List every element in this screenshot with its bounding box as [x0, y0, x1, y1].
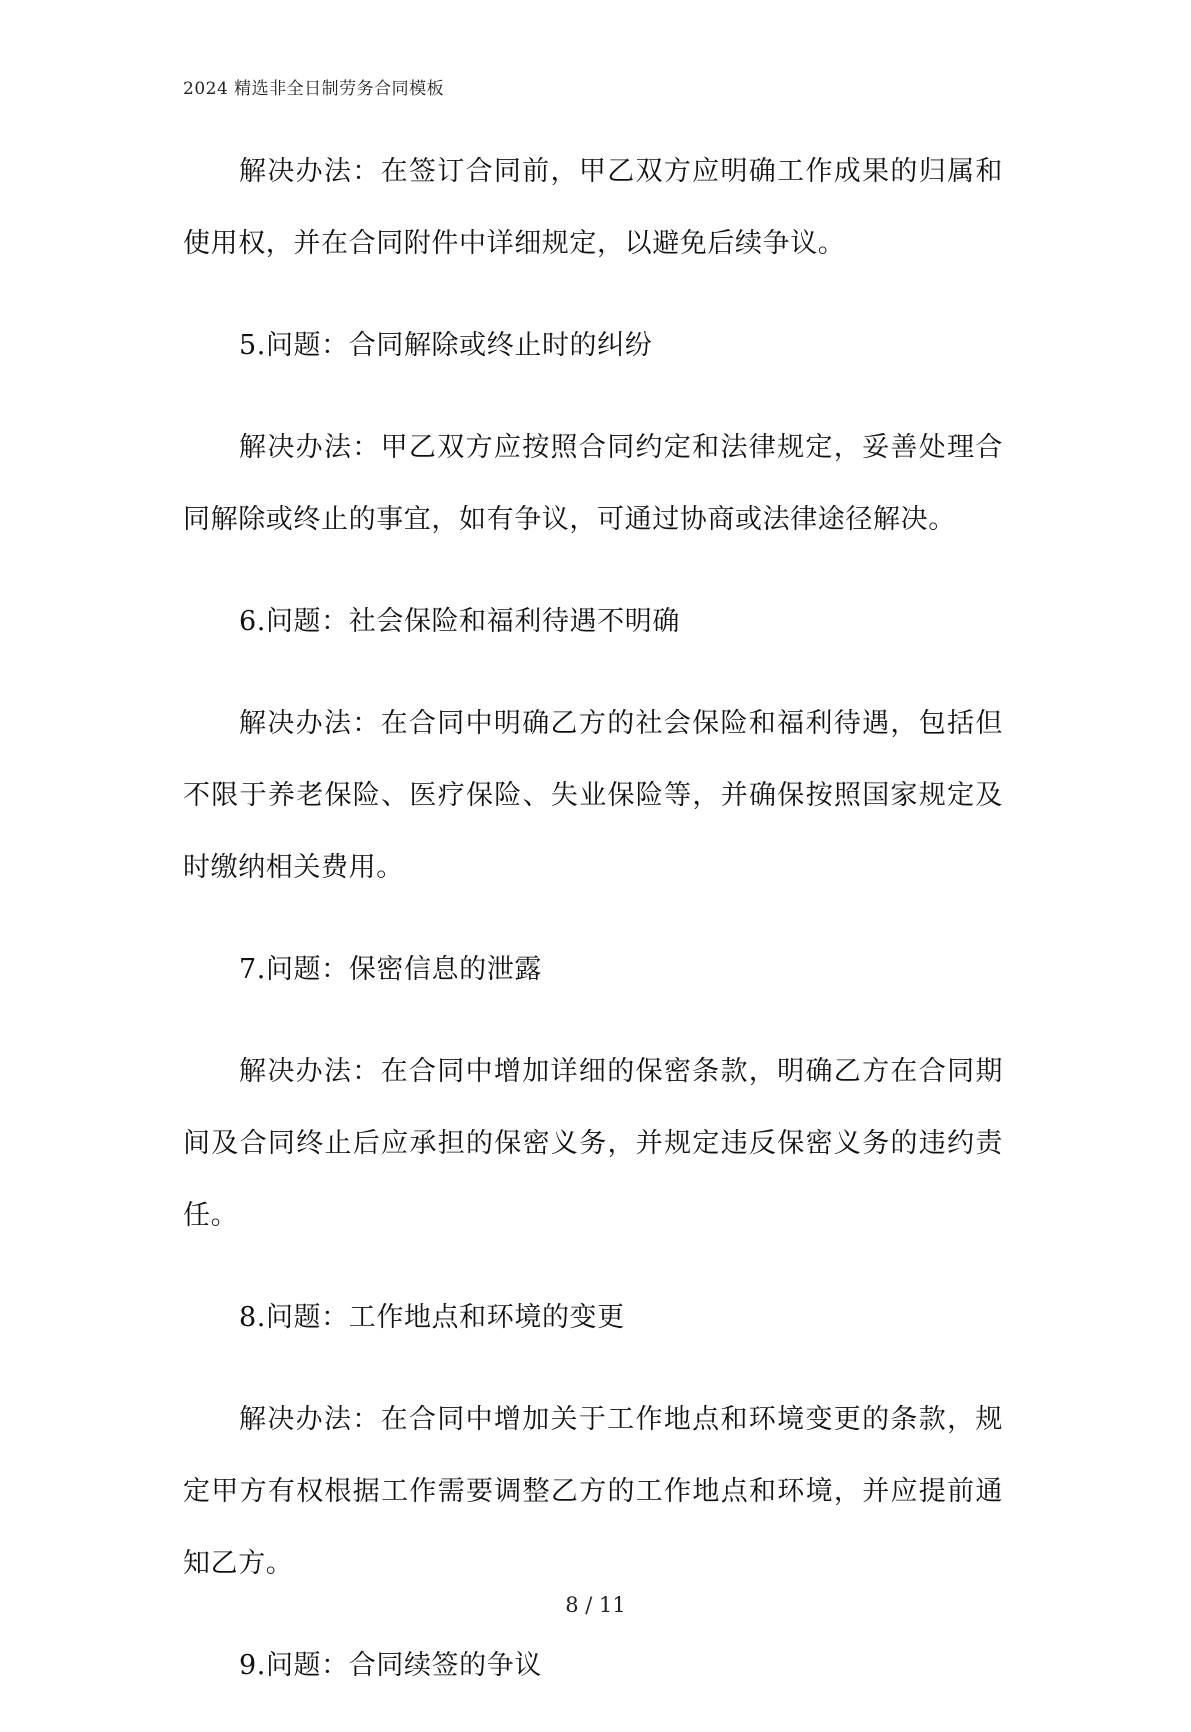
solution-paragraph-6: 解决办法：在合同中明确乙方的社会保险和福利待遇，包括但不限于养老保险、医疗保险、失业保险等，并确保按照国家规定及时缴纳相关费用。 [183, 708, 1003, 883]
document-header: 2024 精选非全日制劳务合同模板 [183, 79, 445, 99]
question-5-heading: 5.问题：合同解除或终止时的纠纷 [239, 330, 653, 361]
solution-paragraph-8: 解决办法：在合同中增加关于工作地点和环境变更的条款，规定甲方有权根据工作需要调整乙方的工作地点和环境，并应提前通知乙方。 [183, 1404, 1003, 1579]
question-7-heading: 7.问题：保密信息的泄露 [239, 954, 542, 985]
question-6-heading: 6.问题：社会保险和福利待遇不明确 [239, 606, 680, 637]
document-body [183, 136, 1003, 1732]
question-9-heading: 9.问题：合同续签的争议 [239, 1650, 542, 1681]
question-8-heading: 8.问题：工作地点和环境的变更 [239, 1302, 625, 1333]
solution-paragraph-7: 解决办法：在合同中增加详细的保密条款，明确乙方在合同期间及合同终止后应承担的保密义务，并规定违反保密义务的违约责任。 [183, 1056, 1003, 1231]
page-number: 8 / 11 [565, 1593, 626, 1617]
solution-paragraph-4: 解决办法：在签订合同前，甲乙双方应明确工作成果的归属和使用权，并在合同附件中详细规定，以避免后续争议。 [183, 156, 1003, 259]
solution-paragraph-5: 解决办法：甲乙双方应按照合同约定和法律规定，妥善处理合同解除或终止的事宜，如有争议，可通过协商或法律途径解决。 [183, 432, 1003, 535]
